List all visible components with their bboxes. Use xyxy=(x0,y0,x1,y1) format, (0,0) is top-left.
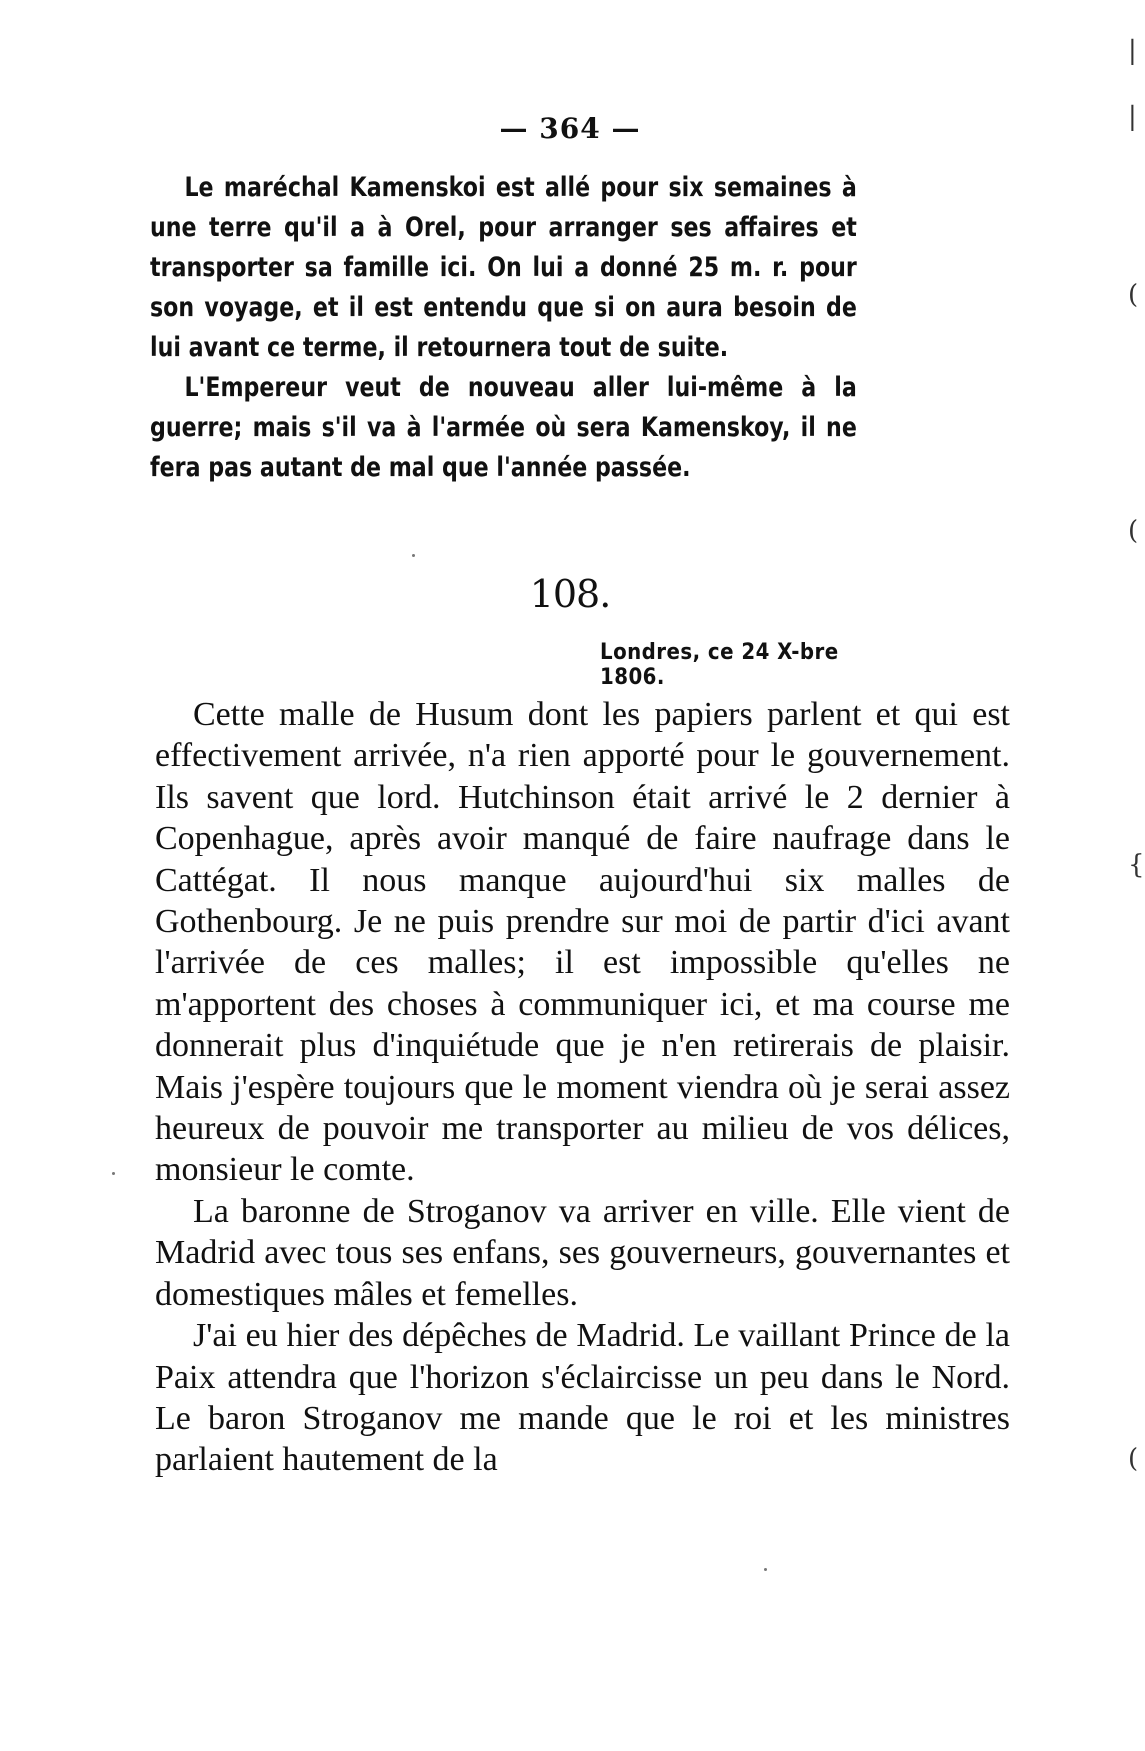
scan-speck xyxy=(112,1172,115,1175)
page-number: — 364 — xyxy=(499,112,641,145)
letter-number: 108. xyxy=(529,572,611,616)
scan-edge-mark: | xyxy=(1128,102,1137,132)
paragraph: Cette malle de Husum dont les papiers parlent et qui est effectivement arrivée, n'a rien apporté pour le gouvernement. Ils savent que lord. Hutchinson était arrivé le 2 dernier à Copenhague, après avoir manqué de faire naufrage dans le Cattégat. Il nous manque aujourd'hui six malles de Gothenbourg. Je ne puis prendre sur moi de partir d'ici avant l'arrivée de ces malles; il est impossible qu'elles ne m'apportent des choses à communiquer ici, et ma course me donnerait plus d'inquiétude que je n'en retirerais de plaisir. Mais j'espère toujours que le moment viendra où je serai assez heureux de pouvoir me transporter au milieu de vos délices, monsieur le comte. xyxy=(155,696,1010,1189)
letter-dateline: Londres, ce 24 X-bre 1806. xyxy=(600,640,839,690)
paragraph: Le maréchal Kamenskoi est allé pour six semaines à une terre qu'il a à Orel, pour arranger ses affaires et transporter sa famille ici. On lui a donné 25 m. r. pour son voyage, et il est entendu que si on aura besoin de lui avant ce terme, il retournera tout de suite. xyxy=(150,172,857,363)
scan-edge-mark: ( xyxy=(1128,516,1139,546)
scan-edge-mark: | xyxy=(1128,36,1137,66)
scan-edge-mark: ( xyxy=(1128,280,1139,310)
paragraph: L'Empereur veut de nouveau aller lui-même à la guerre; mais s'il va à l'armée où sera Kamenskoy, il ne fera pas autant de mal que l'année passée. xyxy=(150,372,857,483)
letter-body xyxy=(155,694,1010,1481)
paragraph: J'ai eu hier des dépêches de Madrid. Le vaillant Prince de la Paix attendra que l'horizon s'éclaircisse un peu dans le Nord. Le baron Stroganov me mande que le roi et les ministres parlaient hautement de la xyxy=(155,1317,1010,1479)
scan-edge-mark: { xyxy=(1128,850,1145,880)
scan-speck xyxy=(412,554,415,557)
previous-letter-text xyxy=(150,168,857,488)
scan-edge-mark: ( xyxy=(1128,1444,1139,1474)
scan-speck xyxy=(764,1568,767,1571)
paragraph: La baronne de Stroganov va arriver en ville. Elle vient de Madrid avec tous ses enfans, ses gouverneurs, gouvernantes et domestiques mâles et femelles. xyxy=(155,1192,1010,1313)
